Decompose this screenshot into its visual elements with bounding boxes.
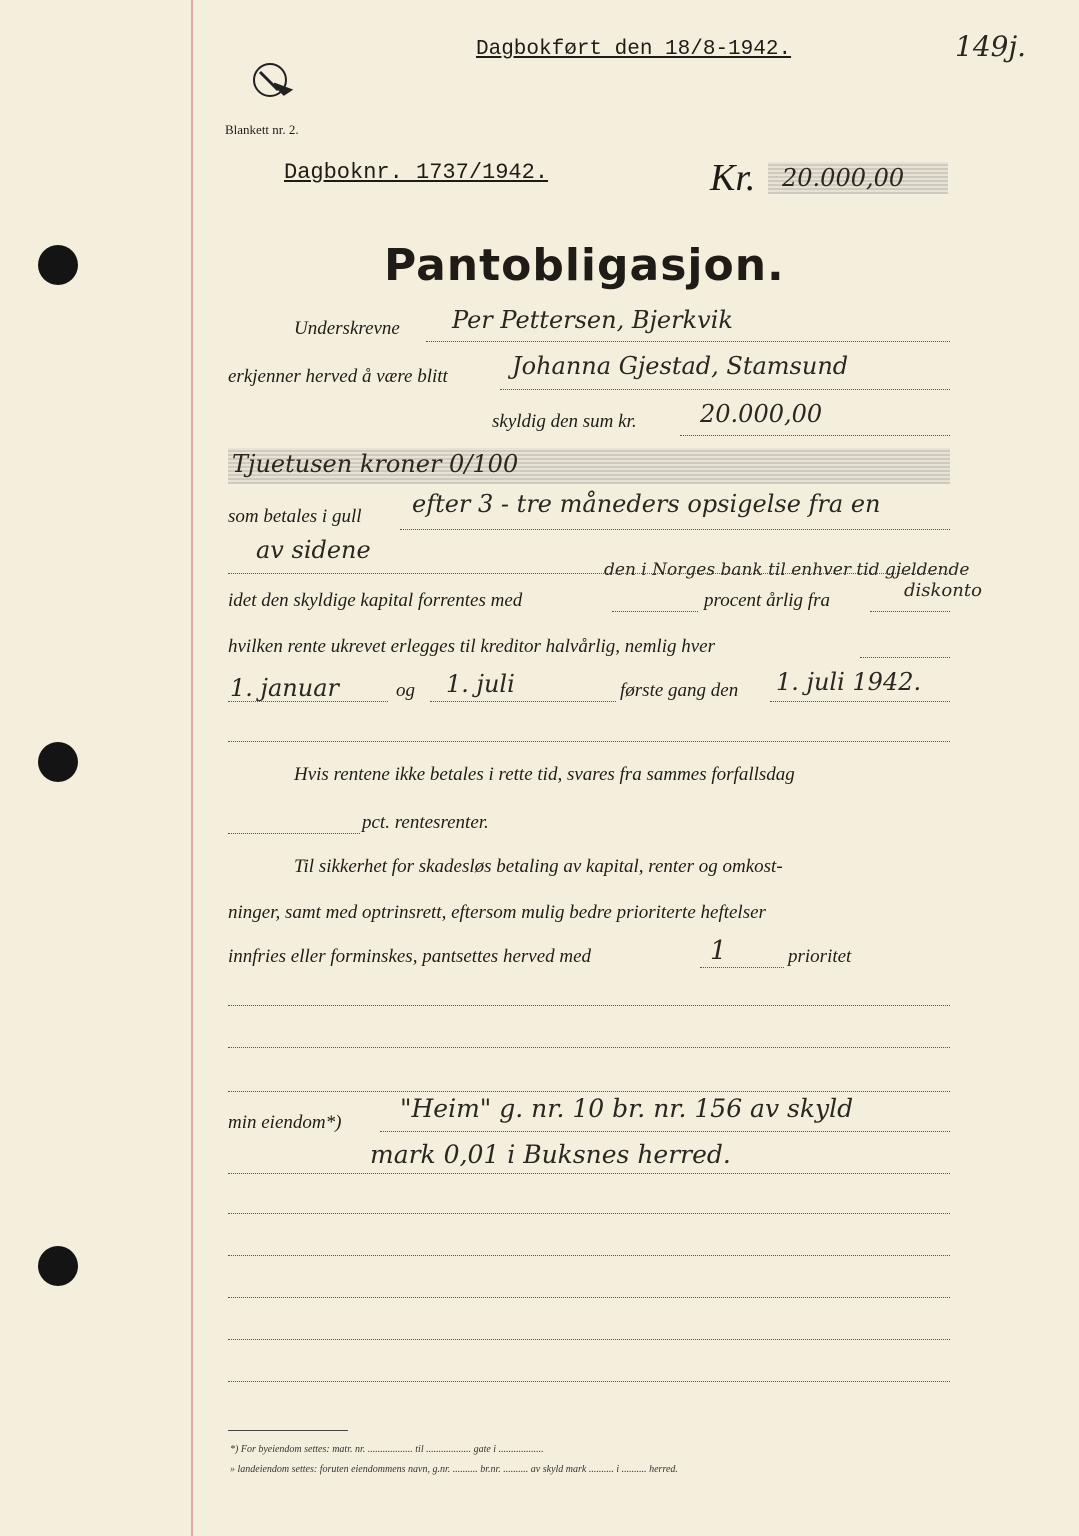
punch-hole-bottom bbox=[38, 1246, 78, 1286]
interest-from: diskonto bbox=[904, 580, 982, 601]
first-date-line bbox=[770, 700, 950, 702]
undersigned-label: Underskrevne bbox=[294, 318, 400, 339]
interest-rate-line bbox=[612, 610, 698, 612]
form-label: Blankett nr. 2. bbox=[225, 122, 299, 137]
document-title: Pantobligasjon. bbox=[384, 240, 785, 291]
date-2-line bbox=[430, 700, 616, 702]
blank-line-4 bbox=[228, 1090, 950, 1092]
journal-line: Dagbokført den 18/8-1942. bbox=[476, 38, 792, 61]
interest-above: den i Norges bank til enhver tid gjeldende bbox=[604, 560, 970, 580]
journal-number: Dagboknr. 1737/1942. bbox=[284, 160, 549, 185]
priority-label: prioritet bbox=[788, 946, 852, 967]
blank-line-5 bbox=[228, 1212, 950, 1214]
interest-from-line bbox=[870, 610, 950, 612]
margin-rule bbox=[191, 0, 193, 1536]
priority-line bbox=[700, 966, 784, 968]
punch-hole-top bbox=[38, 245, 78, 285]
property-line-2 bbox=[228, 1172, 950, 1174]
date-1: 1. januar bbox=[230, 674, 339, 702]
creditor-line bbox=[500, 388, 950, 390]
amount-prefix: Kr. bbox=[710, 157, 756, 199]
first-label: første gang den bbox=[620, 680, 739, 701]
property-line-1 bbox=[380, 1130, 950, 1132]
amount-words: Tjuetusen kroner 0/100 bbox=[232, 450, 519, 478]
date-1-line bbox=[228, 700, 388, 702]
para1-blank bbox=[228, 832, 360, 834]
pay-line-1 bbox=[400, 528, 950, 530]
footnote-line-1: *) For byeiendom settes: matr. nr. .................. til .................. gate i .................. bbox=[230, 1444, 544, 1455]
para1-line1: Hvis rentene ikke betales i rette tid, svares fra sammes forfallsdag bbox=[294, 764, 795, 785]
footnote-line-2: » landeiendom settes: foruten eiendommens navn, g.nr. .......... br.nr. .......... av skyld mark .......... i .......... herred. bbox=[230, 1464, 678, 1475]
priority-value: 1 bbox=[710, 936, 727, 966]
property-label: min eiendom*) bbox=[228, 1112, 342, 1133]
blank-line-1 bbox=[228, 740, 950, 742]
punch-hole-middle bbox=[38, 742, 78, 782]
owe-label: skyldig den sum kr. bbox=[492, 411, 637, 432]
property-1: "Heim" g. nr. 10 br. nr. 156 av skyld bbox=[400, 1094, 854, 1123]
date-2: 1. juli bbox=[446, 670, 515, 698]
amount-value: 20.000,00 bbox=[782, 164, 905, 192]
undersigned-line bbox=[426, 340, 950, 342]
acknowledge-label: erkjenner herved å være blitt bbox=[228, 366, 448, 387]
owe-line bbox=[680, 434, 950, 436]
pay-terms-1: efter 3 - tre måneders opsigelse fra en bbox=[412, 490, 881, 518]
property-2: mark 0,01 i Buksnes herred. bbox=[370, 1140, 731, 1169]
blank-line-3 bbox=[228, 1046, 950, 1048]
undersigned-name: Per Pettersen, Bjerkvik bbox=[452, 306, 733, 334]
interest-label-1: idet den skyldige kapital forrentes med bbox=[228, 590, 523, 611]
og-label: og bbox=[396, 680, 415, 701]
first-date: 1. juli 1942. bbox=[776, 668, 922, 696]
interest-label-2: procent årlig fra bbox=[704, 590, 830, 611]
owe-amount: 20.000,00 bbox=[700, 400, 823, 428]
pay-terms-2: av sidene bbox=[256, 536, 371, 564]
pay-label: som betales i gull bbox=[228, 506, 362, 527]
blank-line-7 bbox=[228, 1296, 950, 1298]
para1-line2: pct. rentesrenter. bbox=[362, 812, 489, 833]
page-number: 149j. bbox=[955, 30, 1027, 63]
which-line-blank bbox=[860, 656, 950, 658]
footnote-rule bbox=[228, 1430, 348, 1431]
para2-line3: innfries eller forminskes, pantsettes herved med bbox=[228, 946, 592, 967]
blank-line-8 bbox=[228, 1338, 950, 1340]
stamp-logo-icon bbox=[248, 60, 304, 110]
para2-line1: Til sikkerhet for skadesløs betaling av kapital, renter og omkost- bbox=[294, 856, 783, 877]
blank-line-9 bbox=[228, 1380, 950, 1382]
blank-line-2 bbox=[228, 1004, 950, 1006]
which-line: hvilken rente ukrevet erlegges til kreditor halvårlig, nemlig hver bbox=[228, 636, 715, 657]
para2-line2: ninger, samt med optrinsrett, eftersom mulig bedre prioriterte heftelser bbox=[228, 902, 766, 923]
creditor-name: Johanna Gjestad, Stamsund bbox=[512, 352, 849, 380]
blank-line-6 bbox=[228, 1254, 950, 1256]
